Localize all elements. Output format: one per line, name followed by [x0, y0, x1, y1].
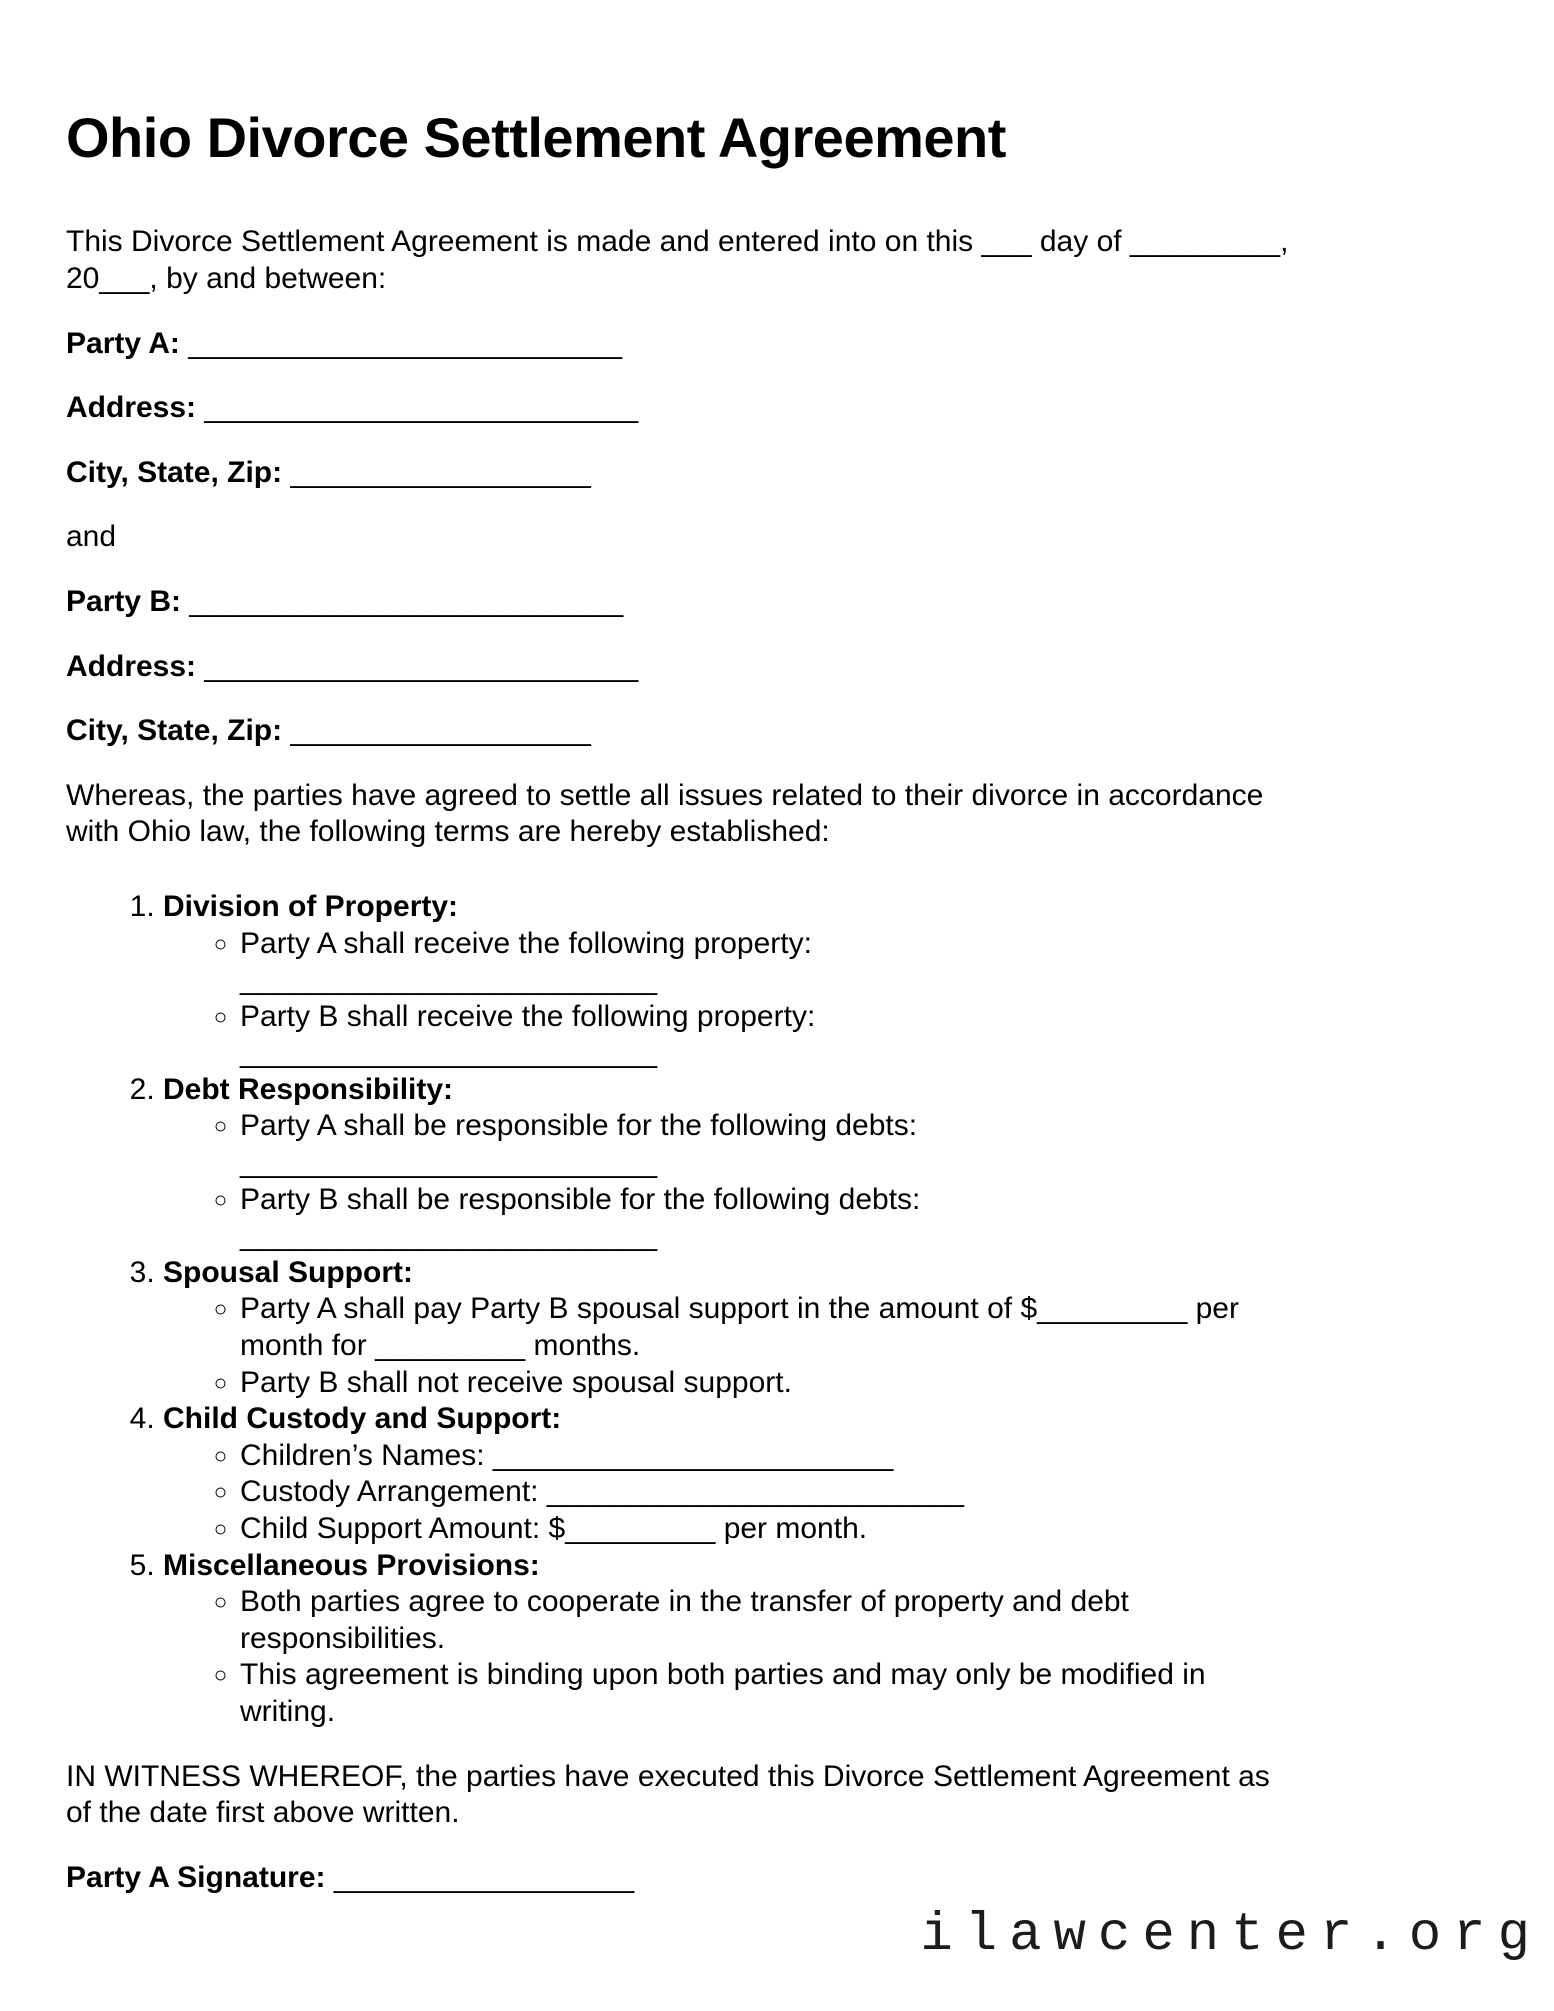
term-sub-list [163, 1291, 1456, 1401]
whereas-paragraph [66, 778, 1456, 851]
bullet-text: Party A shall be responsible for the following debts: [240, 1109, 918, 1143]
term-division-of-property [163, 889, 1456, 1072]
list-item [240, 999, 1456, 1072]
intro-line-2: 20___, by and between: [66, 261, 387, 295]
party-a-signature-label: Party A Signature: [66, 1860, 326, 1894]
watermark-text: ilawcenter.org [920, 1905, 1542, 1966]
bullet-blank: _________________________ [240, 1146, 658, 1180]
term-sub-list [163, 1108, 1456, 1254]
bullet-text: Party A shall pay Party B spousal support in the amount of $_________ per [240, 1292, 1239, 1326]
party-a-address-label: Address: [66, 391, 197, 425]
party-b-city-blank: __________________ [290, 714, 591, 748]
party-b-city-label: City, State, Zip: [66, 714, 283, 748]
party-a-address-field [66, 390, 1456, 427]
party-a-city-blank: __________________ [290, 455, 591, 489]
party-b-address-label: Address: [66, 649, 197, 683]
conjunction-text: and [66, 520, 117, 554]
party-a-name-field [66, 326, 1456, 363]
party-a-city-field [66, 455, 1456, 492]
list-item [240, 1584, 1456, 1657]
witness-line-1: IN WITNESS WHEREOF, the parties have executed this Divorce Settlement Agreement as [66, 1759, 1270, 1793]
bullet-text: month for _________ months. [240, 1329, 641, 1363]
terms-list [66, 889, 1456, 1731]
list-item [240, 1474, 1456, 1511]
list-item [240, 1657, 1456, 1730]
term-heading: Child Custody and Support: [163, 1402, 562, 1436]
term-sub-list [163, 1584, 1456, 1730]
list-item [240, 1511, 1456, 1548]
term-heading: Division of Property: [163, 889, 459, 923]
list-item [240, 1182, 1456, 1255]
term-miscellaneous-provisions [163, 1548, 1456, 1731]
party-a-address-blank: __________________________ [204, 391, 639, 425]
term-heading: Spousal Support: [163, 1255, 413, 1289]
party-b-address-field [66, 649, 1456, 686]
party-b-name-label: Party B: [66, 584, 182, 618]
whereas-line-2: with Ohio law, the following terms are hereby established: [66, 815, 830, 849]
witness-paragraph [66, 1759, 1456, 1832]
bullet-text: Party B shall be responsible for the following debts: [240, 1182, 921, 1216]
whereas-line-1: Whereas, the parties have agreed to settle all issues related to their divorce in accordance [66, 778, 1264, 812]
list-item [240, 1438, 1456, 1475]
term-heading: Miscellaneous Provisions: [163, 1548, 540, 1582]
bullet-blank: _________________________ [240, 1036, 658, 1070]
party-b-address-blank: __________________________ [204, 649, 639, 683]
bullet-blank: _________________________ [240, 1219, 658, 1253]
list-item [240, 1291, 1456, 1364]
bullet-text: writing. [240, 1694, 336, 1728]
bullet-text: responsibilities. [240, 1621, 446, 1655]
list-item [240, 1108, 1456, 1181]
bullet-text: Custody Arrangement: _________________________ [240, 1475, 964, 1509]
term-debt-responsibility [163, 1072, 1456, 1255]
term-spousal-support [163, 1255, 1456, 1401]
bullet-text: This agreement is binding upon both parties and may only be modified in [240, 1658, 1206, 1692]
term-child-custody-support [163, 1401, 1456, 1547]
bullet-text: Both parties agree to cooperate in the transfer of property and debt [240, 1585, 1129, 1619]
witness-line-2: of the date first above written. [66, 1796, 460, 1830]
term-sub-list [163, 1438, 1456, 1548]
party-a-signature-field [66, 1860, 1456, 1897]
party-a-name-label: Party A: [66, 326, 180, 360]
bullet-blank: _________________________ [240, 963, 658, 997]
page-title: Ohio Divorce Settlement Agreement [66, 106, 1006, 169]
bullet-text: Children’s Names: ________________________ [240, 1438, 894, 1472]
party-b-name-blank: __________________________ [189, 584, 624, 618]
intro-paragraph [66, 224, 1456, 297]
party-a-name-blank: __________________________ [188, 326, 623, 360]
bullet-text: Party B shall not receive spousal support. [240, 1365, 792, 1399]
bullet-text: Party B shall receive the following property: [240, 999, 816, 1033]
intro-line-1: This Divorce Settlement Agreement is made and entered into on this ___ day of _________, [66, 225, 1289, 259]
list-item [240, 1365, 1456, 1402]
party-b-name-field [66, 584, 1456, 621]
term-heading: Debt Responsibility: [163, 1072, 454, 1106]
list-item [240, 926, 1456, 999]
party-a-city-label: City, State, Zip: [66, 455, 283, 489]
party-a-signature-blank: __________________ [333, 1860, 635, 1894]
bullet-text: Party A shall receive the following property: [240, 926, 812, 960]
party-b-city-field [66, 713, 1456, 750]
bullet-text: Child Support Amount: $_________ per month. [240, 1512, 868, 1546]
term-sub-list [163, 926, 1456, 1072]
